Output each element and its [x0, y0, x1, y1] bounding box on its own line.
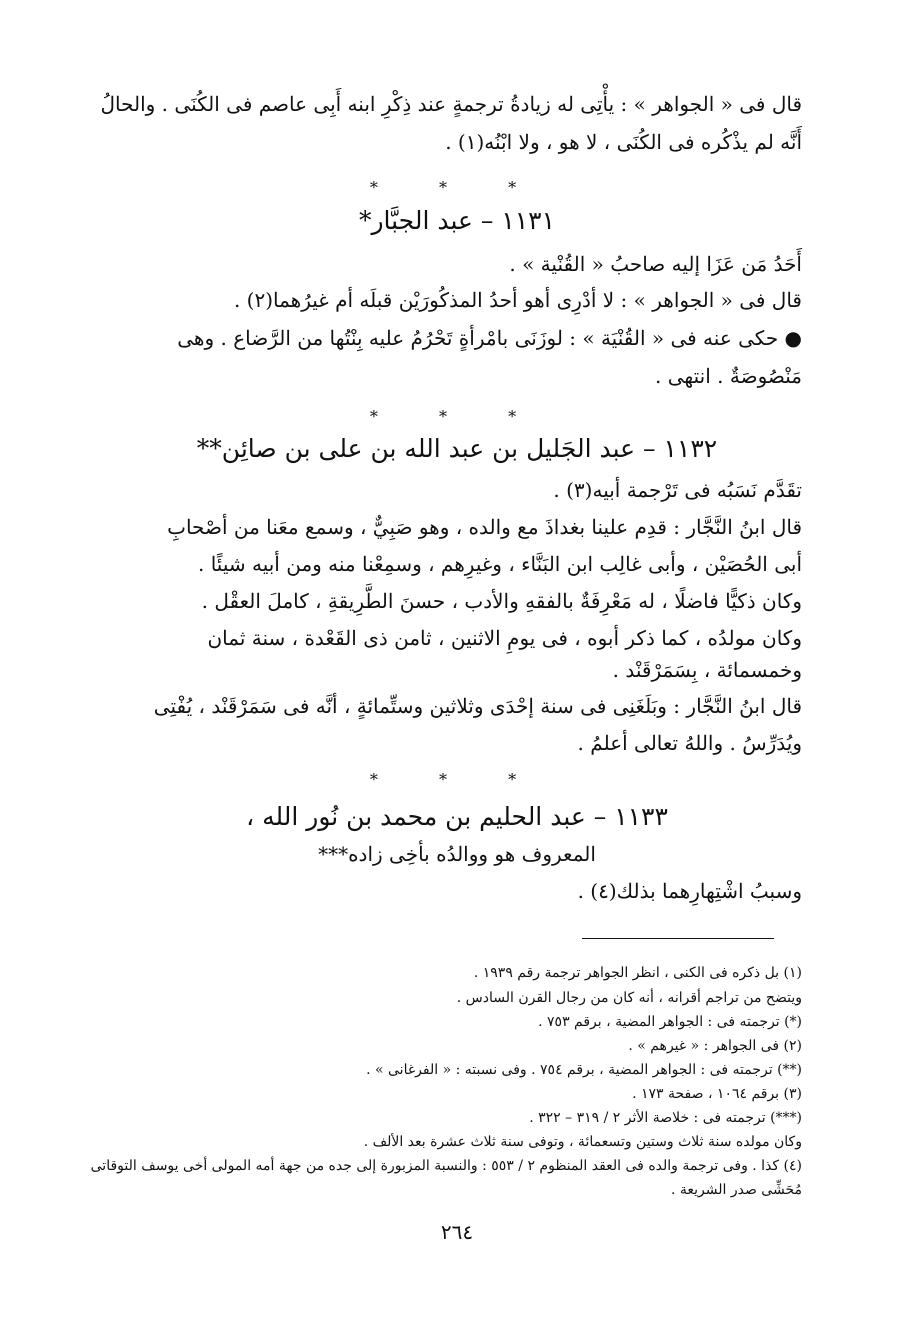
body-line: قال ابنُ النَّجَّار : وبَلَغَنِى فى سنة إحْدَى وثلاثين وستِّمائةٍ ، أنَّه فى سَمَرْقَنْد ، يُفْتِى: [153, 694, 802, 718]
footnote-line: (١) بل ذكره فى الكنى ، انظر الجواهر ترجمة رقم ١٩٣٩ .: [473, 965, 802, 981]
body-line: أَحَدُ مَن عَزَا إليه صاحبُ « القُنْية » .: [509, 252, 802, 276]
body-line: ويُدَرِّسُ . واللهُ تعالى أعلمُ .: [577, 731, 802, 755]
body-line: ● حكى عنه فى « القُنْيَة » : لوزَنَى بامْرأةٍ تَحْرُمُ عليه بِنْتُها من الرَّضاع . وهى: [177, 326, 802, 350]
entry-heading-1132: ١١٣٢ – عبد الجَليل بن عبد الله بن على بن صائِن**: [196, 434, 718, 463]
footnote-line: (***) ترجمته فى : خلاصة الأثر ٢ / ٣١٩ – ٣٢٢ .: [529, 1110, 802, 1126]
footnote-line: (٣) برقم ١٠٦٤ ، صفحة ١٧٣ .: [632, 1086, 802, 1102]
footnote-line: (*) ترجمته فى : الجواهر المضية ، برقم ٧٥٣ .: [538, 1014, 802, 1030]
section-separator: * * *: [369, 770, 545, 789]
entry-heading-1133: ١١٣٣ – عبد الحليم بن محمد بن نُور الله ،: [246, 802, 668, 831]
footnote-line: (**) ترجمته فى : الجواهر المضية ، برقم ٧٥٤ . وفى نسبته : « الفرغانى » .: [366, 1062, 802, 1078]
section-separator: * * *: [369, 407, 545, 426]
body-line: وكان مولدُه ، كما ذكر أبوه ، فى يومِ الاثنين ، ثامن ذى القَعْدة ، سنة ثمان: [207, 626, 802, 650]
body-line: قال فى « الجواهر » : لا أدْرِى أهو أحدُ المذكُورَيْن قبلَه أم غيرُهما(٢) .: [233, 288, 802, 312]
section-separator: * * *: [369, 178, 545, 197]
footnote-divider: [582, 938, 774, 939]
body-line: وسببُ اشْتِهارِهما بذلك(٤) .: [577, 879, 802, 903]
footnote-line: (٢) فى الجواهر : « غيرهم » .: [628, 1038, 802, 1054]
footnote-line: وكان مولده سنة ثلاث وستين وتسعمائة ، وتوفى سنة ثلاث عشرة بعد الألف .: [363, 1134, 802, 1150]
body-line: قال فى « الجواهر » : يأْتِى له زيادةُ ترجمةٍ عند ذِكْرِ ابنه أَبِى عاصم فى الكُنَى . والحالُ: [100, 92, 802, 116]
entry-heading-1131: ١١٣١ – عبد الجبَّار*: [358, 206, 556, 235]
entry-heading-1133-subtitle: المعروف هو ووالدُه بأخِى زاده***: [318, 842, 596, 866]
body-line: وخمسمائة ، بِسَمَرْقَنْد .: [612, 658, 802, 682]
body-line: تقَدَّم نَسَبُه فى تَرْجمة أبيه(٣) .: [553, 478, 802, 502]
footnote-line: مُحَشِّى صدر الشريعة .: [670, 1182, 802, 1198]
body-line: قال ابنُ النَّجَّار : قدِم علينا بغداذَ مع والده ، وهو صَبِيٌّ ، وسمع معَنا من أصْحابِ: [167, 515, 802, 539]
footnote-line: (٤) كذا . وفى ترجمة والده فى العقد المنظوم ٢ / ٥٥٣ : والنسبة المزبورة إلى جده من جهة أمه المولى أخى يوسف التوقاتى: [90, 1158, 802, 1174]
footnote-line: ويتضح من تراجم أقرانه ، أنه كان من رجال القرن السادس .: [456, 990, 802, 1006]
body-line: أبى الحُصَيْن ، وأبى غالِب ابن البَنَّاء ، وغيرِهم ، وسمِعْنا منه ومن أبيه شيئًا .: [197, 552, 802, 576]
body-line: وكان ذكيًّا فاضلًا ، له مَعْرِفَةٌ بالفقهِ والأدب ، حسنَ الطَّرِيقةِ ، كاملَ العقْل .: [201, 589, 802, 613]
page-number: ٢٦٤: [440, 1220, 474, 1244]
body-line: أَنَّه لم يذْكُره فى الكُنَى ، لا هو ، ولا ابْنُه(١) .: [445, 130, 802, 154]
body-line: مَنْصُوصَةٌ . انتهى .: [655, 364, 802, 388]
